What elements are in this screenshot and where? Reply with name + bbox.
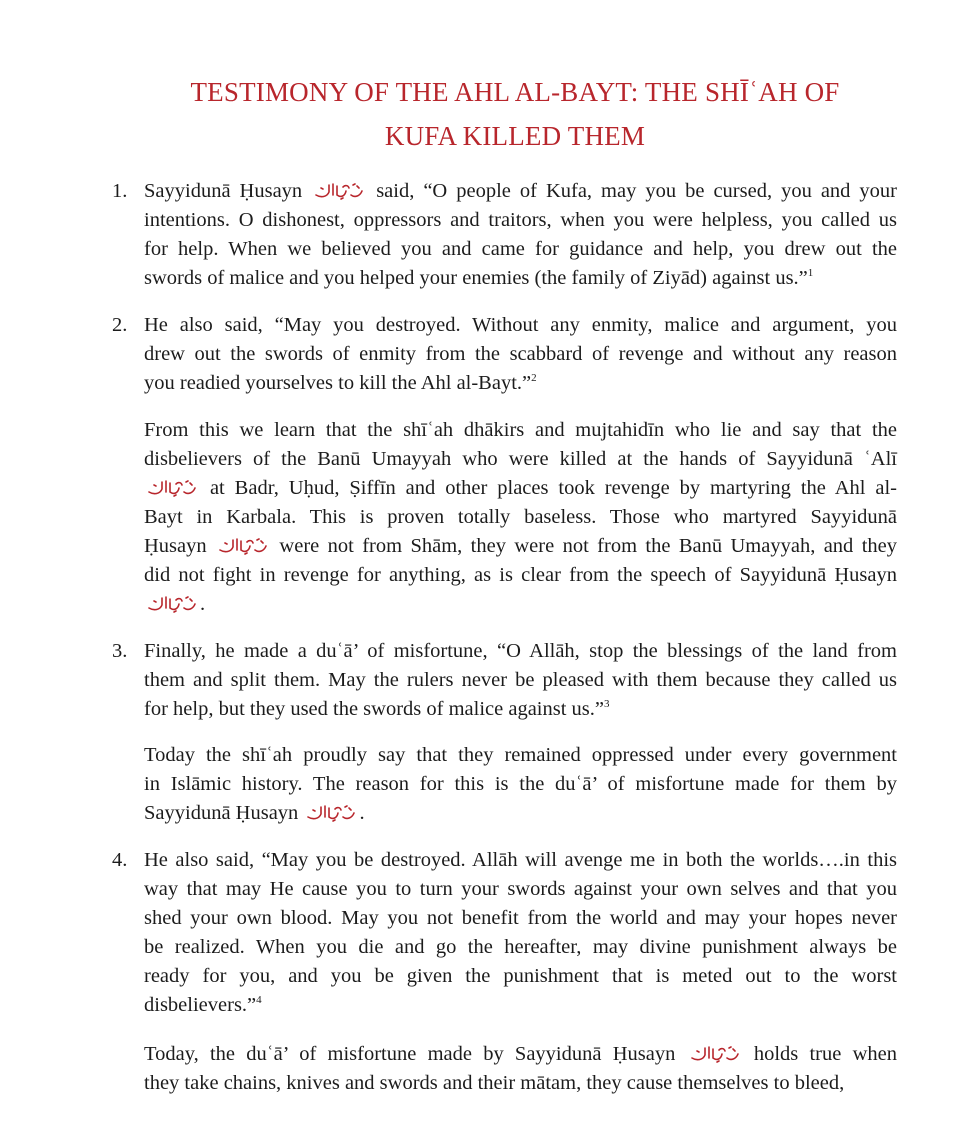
text-line: for help, but they used the swords of malice against us.”$^3$	[144, 698, 610, 720]
chapter-title-line-1: TESTIMONY OF THE AHL AL-BAYT: THE SHĪʿAH OF	[190, 77, 840, 107]
text-line: Finally, he made a duʿā’ of misfortune, “O Allāh, stop the blessings of the land from	[144, 640, 897, 662]
list-number: 4.	[112, 849, 128, 871]
text-line: Sayyidunā Ḥusayn said, “O people of Kufa, may you be cursed, you and your	[144, 180, 897, 202]
radiya-allahu-anhu-calligraphy-icon	[146, 594, 198, 614]
text-line: Today, the duʿā’ of misfortune made by Sayyidunā Ḥusayn holds true when	[144, 1043, 897, 1065]
text-line: Sayyidunā Ḥusayn .	[144, 802, 365, 824]
text-line: disbelievers.”$^4$	[144, 994, 262, 1016]
text-line: drew out the swords of enmity from the scabbard of revenge and without any reason	[144, 343, 897, 365]
footnote-marker[interactable]: 3	[604, 698, 610, 710]
text-line: From this we learn that the shīʿah dhākirs and mujtahidīn who lie and say that the	[144, 419, 897, 441]
paragraph-3	[144, 1040, 897, 1098]
text-line: ready for you, and you be given the punishment that is meted out to the worst	[144, 965, 897, 987]
list-item-text	[144, 311, 897, 398]
radiya-allahu-anhu-calligraphy-icon	[146, 478, 198, 498]
text-line: for help. When we believed you and came for guidance and help, you drew out the	[144, 238, 897, 260]
text-line: at Badr, Uḥud, Ṣiffīn and other places took revenge by martyring the Ahl al-	[144, 474, 897, 503]
text-line: .	[144, 590, 897, 619]
text-line: you readied yourselves to kill the Ahl al-Bayt.”$^2$	[144, 372, 537, 394]
list-item-3	[112, 637, 902, 724]
list-item-4	[112, 846, 902, 1020]
radiya-allahu-anhu-calligraphy-icon	[217, 536, 269, 556]
footnote-marker[interactable]: 4	[256, 994, 262, 1006]
list-item-text	[144, 637, 897, 724]
list-number: 2.	[112, 314, 128, 336]
text-line: they take chains, knives and swords and their mātam, they cause themselves to bleed,	[144, 1072, 845, 1094]
paragraph-1	[144, 416, 897, 619]
text-line: be realized. When you die and go the hereafter, may divine punishment always be	[144, 936, 897, 958]
radiya-allahu-anhu-calligraphy-icon	[305, 803, 357, 823]
text-line: way that may He cause you to turn your swords against your own selves and that you	[144, 878, 897, 900]
list-item-1	[112, 177, 902, 293]
text-line: shed your own blood. May you not benefit from the world and may your hopes never	[144, 907, 897, 929]
list-number: 1.	[112, 180, 128, 202]
text-line: intentions. O dishonest, oppressors and traitors, when you were helpless, you called us	[144, 209, 897, 231]
text-line: them and split them. May the rulers never be pleased with them because they called us	[144, 669, 897, 691]
paragraph-2	[144, 741, 897, 828]
text-line: Ḥusayn were not from Shām, they were not from the Banū Umayyah, and they	[144, 535, 897, 557]
radiya-allahu-anhu-calligraphy-icon	[689, 1044, 741, 1064]
list-item-2	[112, 311, 902, 398]
footnote-marker[interactable]: 2	[531, 372, 537, 384]
chapter-title-line-2: KUFA KILLED THEM	[384, 121, 646, 151]
text-line: swords of malice and you helped your enemies (the family of Ziyād) against us.”$^1$	[144, 267, 814, 289]
text-line: He also said, “May you be destroyed. Allāh will avenge me in both the worlds….in this	[144, 849, 897, 871]
radiya-allahu-anhu-calligraphy-icon	[313, 181, 365, 201]
list-item-text	[144, 846, 897, 1020]
footnote-marker[interactable]: 1	[807, 267, 814, 279]
text-line: He also said, “May you destroyed. Without any enmity, malice and argument, you	[144, 314, 897, 336]
text-line: Bayt in Karbala. This is proven totally baseless. Those who martyred Sayyidunā	[144, 506, 897, 528]
text-line: disbelievers of the Banū Umayyah who were killed at the hands of Sayyidunā ʿAlī	[144, 448, 897, 470]
chapter-title	[150, 70, 880, 158]
list-item-text	[144, 177, 897, 293]
text-line: Today the shīʿah proudly say that they remained oppressed under every government	[144, 744, 897, 766]
text-line: did not fight in revenge for anything, as is clear from the speech of Sayyidunā Ḥusayn	[144, 564, 897, 586]
list-number: 3.	[112, 640, 128, 662]
text-line: in Islāmic history. The reason for this is the duʿā’ of misfortune made for them by	[144, 773, 897, 795]
